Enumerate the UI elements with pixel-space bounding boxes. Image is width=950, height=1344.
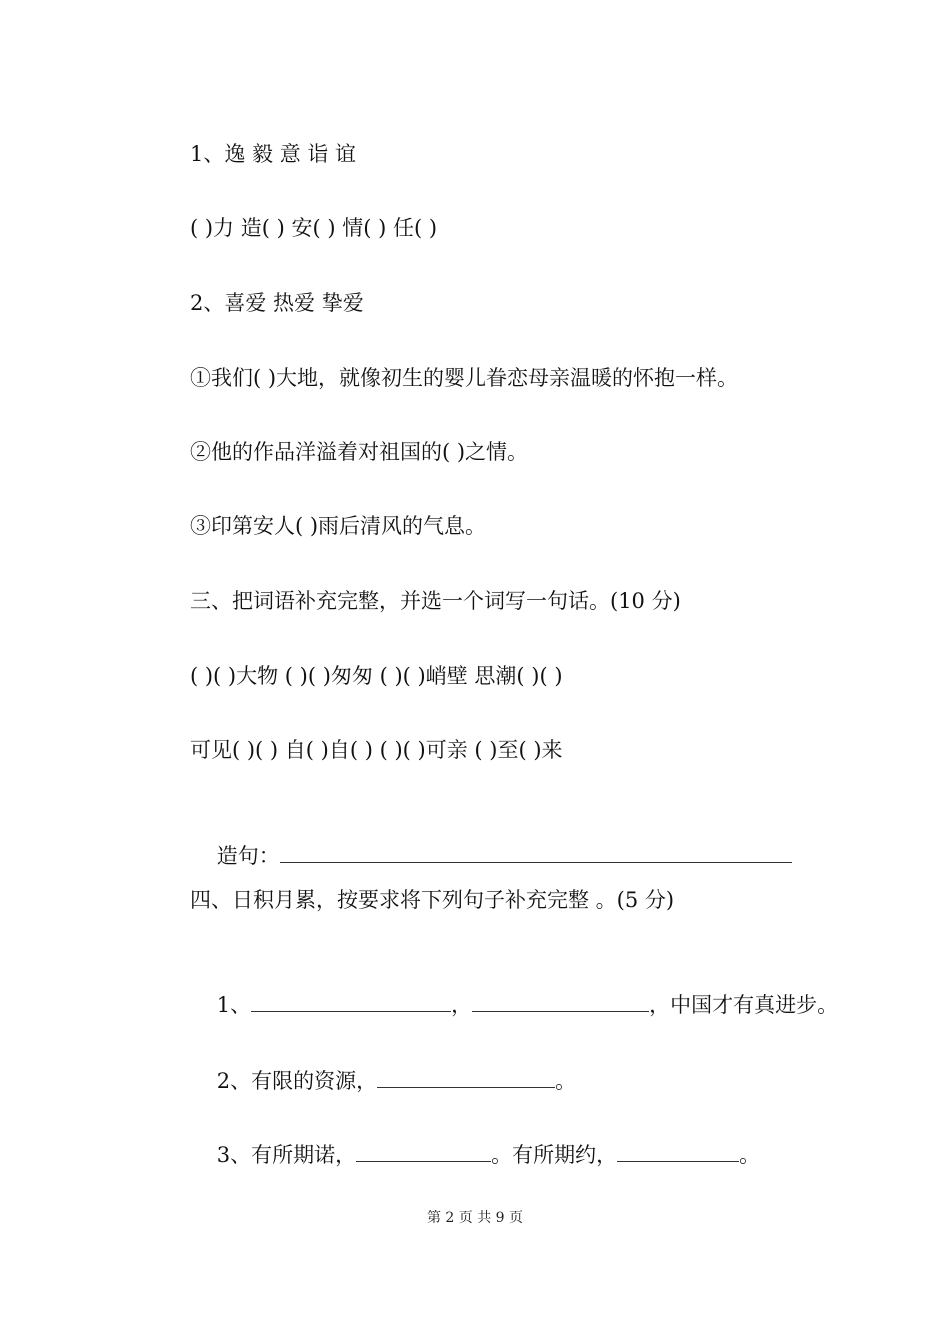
section-3-heading: 三、把词语补充完整，并选一个词写一句话。(10 分) — [190, 589, 681, 613]
item-1-number: 1、 — [216, 993, 252, 1017]
section-4-heading: 四、日积月累，按要求将下列句子补充完整 。(5 分) — [190, 888, 675, 912]
q1-word-list: 1、逸 毅 意 诣 谊 — [190, 142, 357, 166]
item-2-blank[interactable] — [377, 1069, 555, 1088]
q2-sentence-1: ①我们( )大地，就像初生的婴儿眷恋母亲温暖的怀抱一样。 — [190, 366, 739, 390]
item-2-suffix: 。 — [555, 1069, 577, 1093]
item-1-blank-a[interactable] — [251, 993, 451, 1012]
q2-word-list: 2、喜爱 热爱 挚爱 — [190, 291, 364, 315]
item-3-suffix: 。 — [739, 1143, 761, 1167]
item-2-prefix: 2、有限的资源， — [216, 1069, 378, 1093]
item-1-blank-b[interactable] — [472, 993, 649, 1012]
q2-sentence-2: ②他的作品洋溢着对祖国的( )之情。 — [190, 440, 529, 464]
item-3-blank-a[interactable] — [356, 1143, 491, 1162]
item-3-prefix: 3、有所期诺， — [216, 1143, 357, 1167]
item-1-separator: ， — [451, 993, 473, 1017]
sentence-label: 造句： — [216, 844, 280, 868]
q1-fill-blanks: ( )力 造( ) 安( ) 情( ) 任( ) — [190, 216, 438, 240]
idiom-row-2: 可见( )( ) 自( )自( ) ( )( )可亲 ( )至( )来 — [190, 738, 563, 762]
item-1-suffix: ，中国才有真进步。 — [649, 993, 839, 1017]
section-4-item-3 — [190, 1110, 760, 1200]
item-3-middle: 。有所期约， — [491, 1143, 618, 1167]
sentence-blank[interactable] — [280, 844, 792, 863]
page-footer: 第 2 页 共 9 页 — [426, 1210, 524, 1226]
idiom-row-1: ( )( )大物 ( )( )匆匆 ( )( )峭壁 思潮( )( ) — [190, 664, 563, 688]
q2-sentence-3: ③印第安人( )雨后清风的气息。 — [190, 514, 487, 538]
item-3-blank-b[interactable] — [617, 1143, 739, 1162]
